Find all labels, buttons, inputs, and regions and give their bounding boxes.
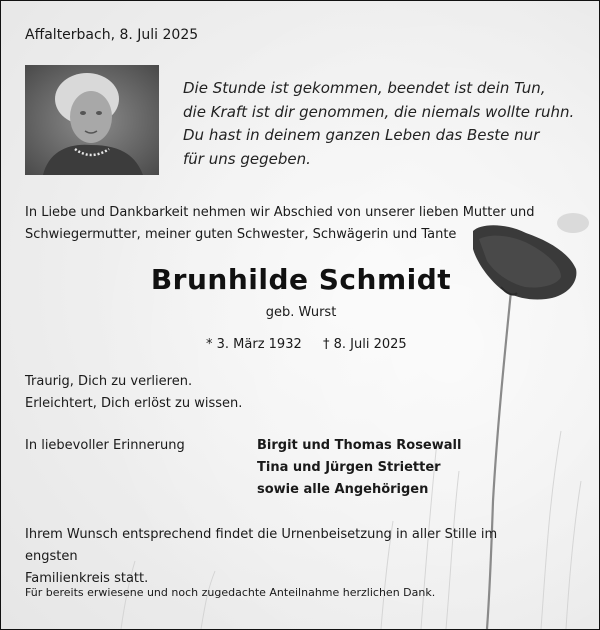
- thanks-note: Für bereits erwiesene und noch zugedachte Anteilnahme herzlichen Dank.: [25, 586, 436, 599]
- saying-line: Erleichtert, Dich erlöst zu wissen.: [25, 396, 243, 411]
- death-date: † 8. Juli 2025: [323, 337, 407, 352]
- saying-line: Traurig, Dich zu verlieren.: [25, 374, 193, 389]
- mourner-line: Tina und Jürgen Strietter: [257, 460, 441, 475]
- poem-line: Du hast in deinem ganzen Leben das Beste nur: [183, 126, 540, 144]
- deceased-name: Brunhilde Schmidt: [150, 263, 452, 296]
- intro-line: Schwiegermutter, meiner guten Schwester, Schwägerin und Tante: [25, 227, 457, 242]
- intro-line: In Liebe und Dankbarkeit nehmen wir Abschied von unserer lieben Mutter und: [25, 205, 535, 220]
- mourner-line: Birgit und Thomas Rosewall: [257, 438, 462, 453]
- portrait-photo: [25, 65, 159, 175]
- place-and-date: Affalterbach, 8. Juli 2025: [25, 27, 199, 43]
- memory-label: In liebevoller Erinnerung: [25, 438, 185, 453]
- maiden-name: geb. Wurst: [265, 305, 337, 320]
- poem-line: Die Stunde ist gekommen, beendet ist dein Tun,: [183, 79, 546, 97]
- intro-text: [25, 202, 545, 246]
- burial-notice: [25, 524, 545, 590]
- poem-line: für uns gegeben.: [183, 149, 311, 168]
- poem-line: die Kraft ist dir genommen, die niemals wollte ruhn.: [183, 102, 575, 121]
- burial-line: Ihrem Wunsch entsprechend findet die Urnenbeisetzung in aller Stille im engsten: [25, 527, 498, 564]
- poem: [183, 77, 574, 171]
- mourners-list: [257, 435, 461, 501]
- birth-date: * 3. März 1932: [206, 337, 302, 352]
- burial-line: Familienkreis statt.: [25, 571, 149, 586]
- mourner-line: sowie alle Angehörigen: [257, 482, 429, 497]
- saying: [25, 371, 242, 415]
